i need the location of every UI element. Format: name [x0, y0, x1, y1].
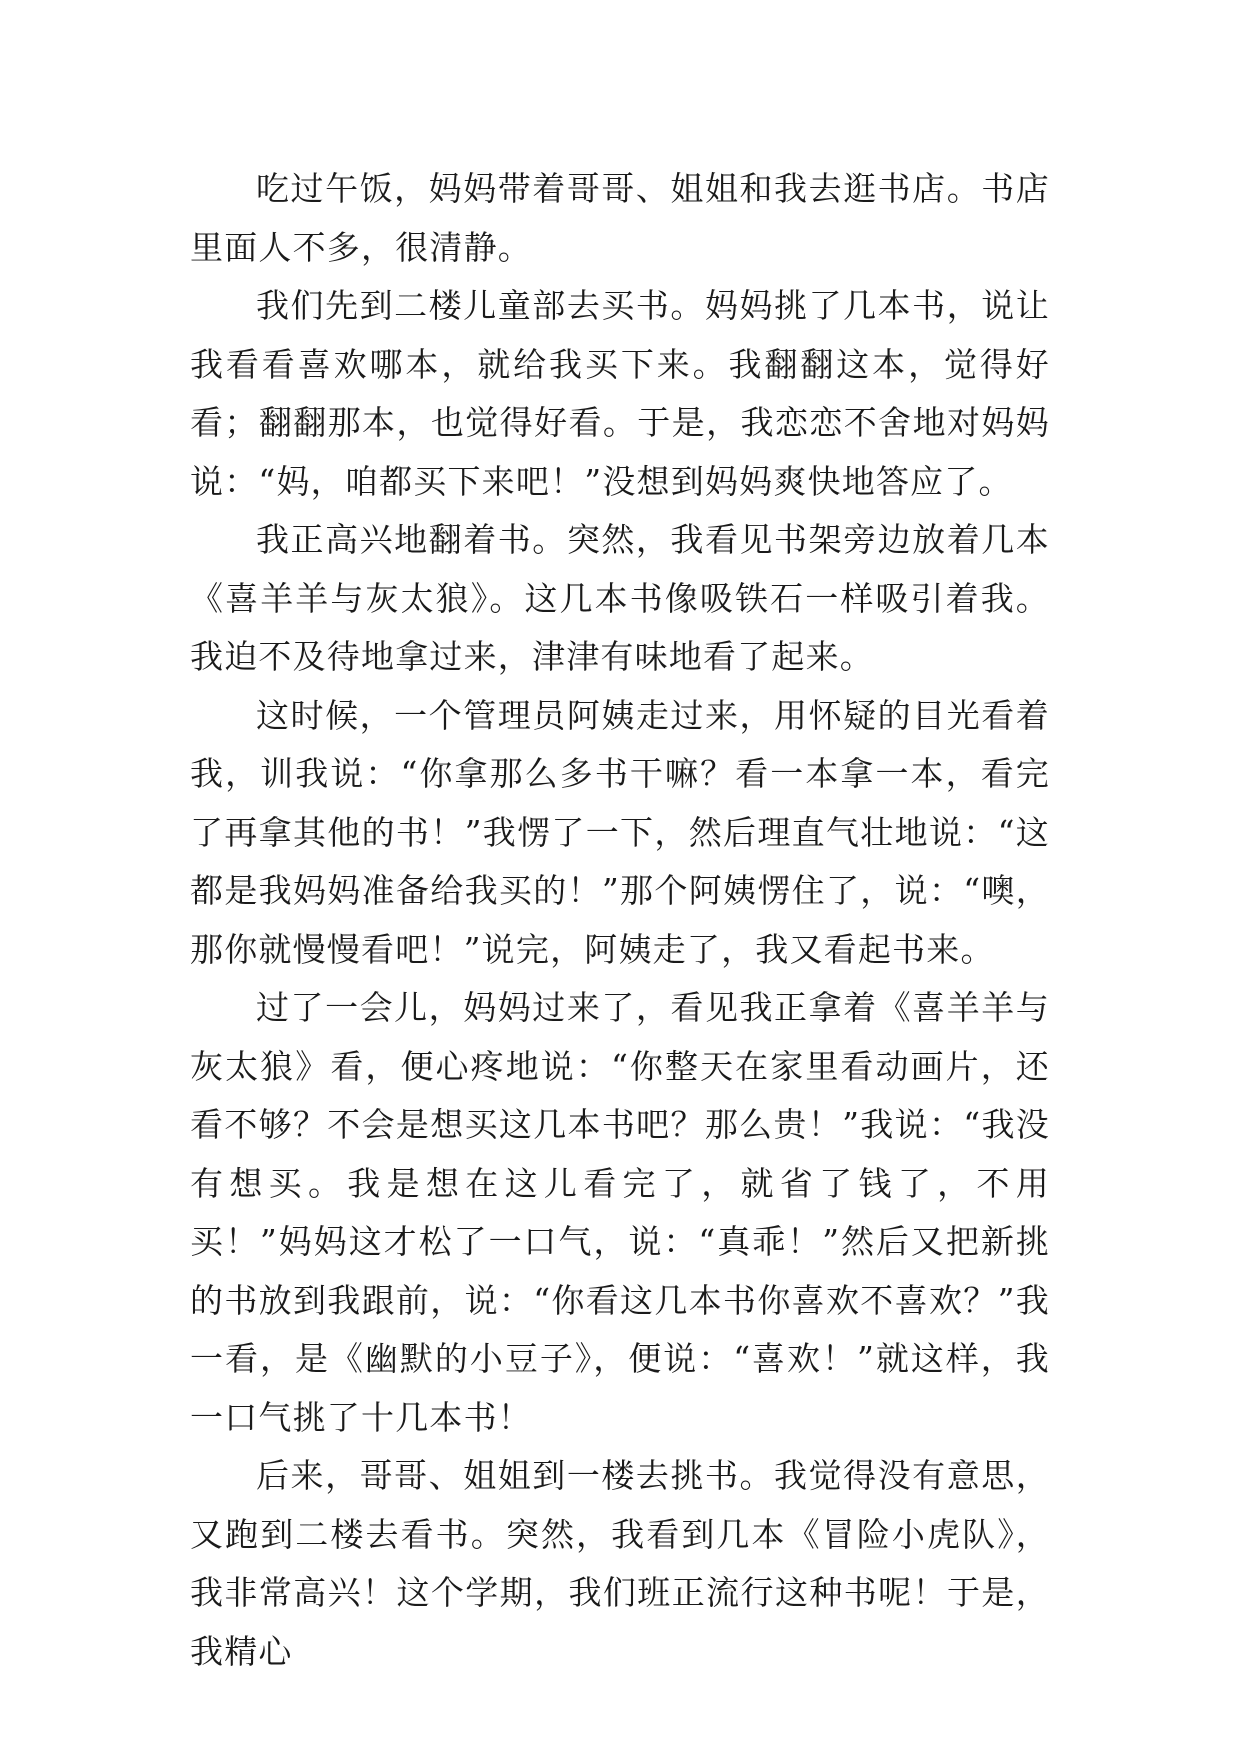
paragraph-3: 我正高兴地翻着书。突然，我看见书架旁边放着几本《喜羊羊与灰太狼》。这几本书像吸铁石一样吸引着我。我迫不及待地拿过来，津津有味地看了起来。	[190, 520, 1050, 676]
essay-body	[190, 160, 1050, 1681]
paragraph-1: 吃过午饭，妈妈带着哥哥、姐姐和我去逛书店。书店里面人不多，很清静。	[190, 169, 1050, 267]
paragraph-4: 这时候，一个管理员阿姨走过来，用怀疑的目光看着我，训我说：“你拿那么多书干嘛？看一本拿一本，看完了再拿其他的书！”我愣了一下，然后理直气壮地说：“这都是我妈妈准备给我买的！”那个阿姨愣住了，说：“噢，那你就慢慢看吧！”说完，阿姨走了，我又看起书来。	[190, 695, 1050, 969]
paragraph-6: 后来，哥哥、姐姐到一楼去挑书。我觉得没有意思，又跑到二楼去看书。突然，我看到几本《冒险小虎队》，我非常高兴！这个学期，我们班正流行这种书呢！于是，我精心	[190, 1456, 1050, 1671]
paragraph-5: 过了一会儿，妈妈过来了，看见我正拿着《喜羊羊与灰太狼》看，便心疼地说：“你整天在家里看动画片，还看不够？不会是想买这几本书吧？那么贵！”我说：“我没有想买。我是想在这儿看完了，就省了钱了，不用买！”妈妈这才松了一口气，说：“真乖！”然后又把新挑的书放到我跟前，说：“你看这几本书你喜欢不喜欢？”我一看，是《幽默的小豆子》，便说：“喜欢！”就这样，我一口气挑了十几本书！	[190, 988, 1050, 1437]
paragraph-2: 我们先到二楼儿童部去买书。妈妈挑了几本书，说让我看看喜欢哪本，就给我买下来。我翻翻这本，觉得好看；翻翻那本，也觉得好看。于是，我恋恋不舍地对妈妈说：“妈，咱都买下来吧！”没想到妈妈爽快地答应了。	[190, 286, 1050, 501]
